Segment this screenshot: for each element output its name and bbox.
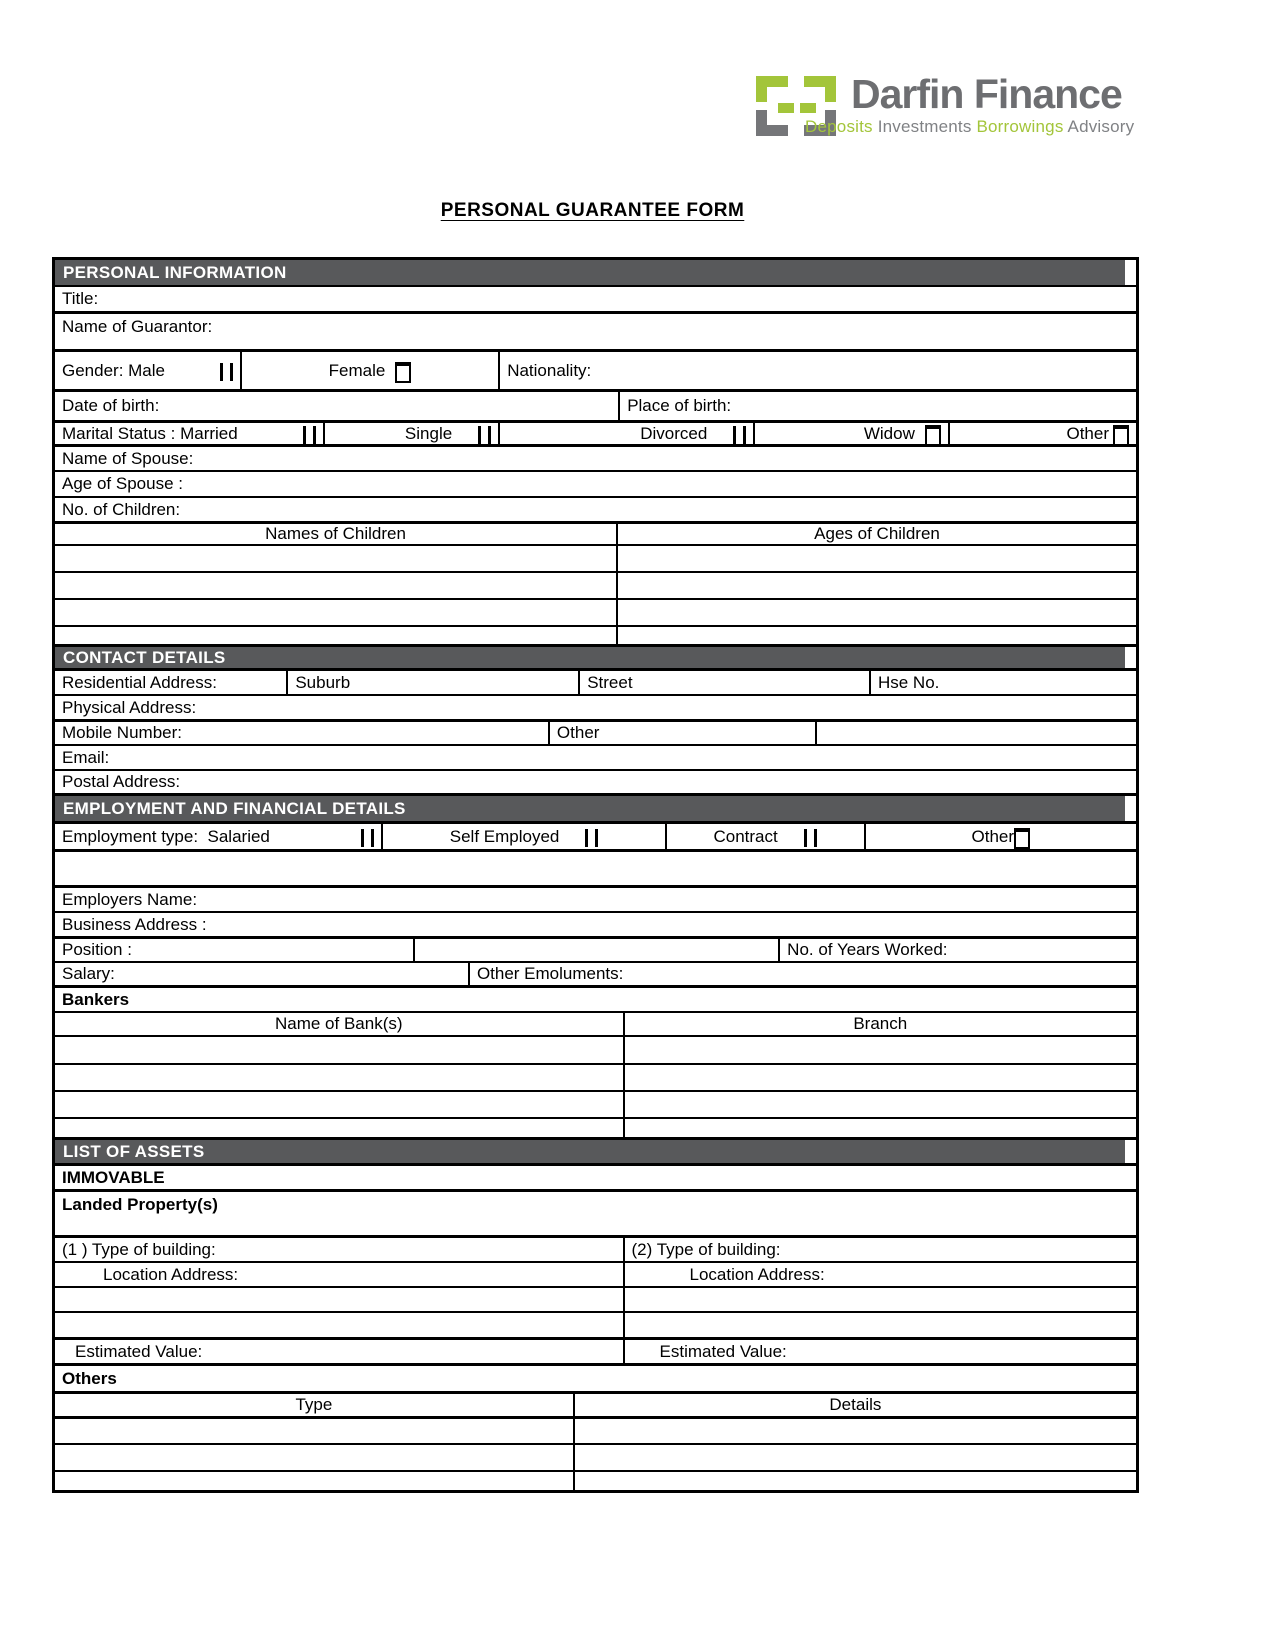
self-employed-label: Self Employed	[449, 826, 560, 846]
immovable-label: IMMOVABLE	[62, 1167, 165, 1187]
male-checkbox[interactable]	[220, 363, 233, 381]
salary-label: Salary:	[62, 964, 115, 983]
contract-checkbox[interactable]	[804, 829, 817, 847]
bank-header-row	[55, 1011, 1136, 1035]
building-type-2-field[interactable]	[623, 1238, 1136, 1261]
extra-number-field[interactable]	[815, 722, 1136, 744]
page-title-text: PERSONAL GUARANTEE FORM	[440, 200, 745, 221]
marital-divorced-field[interactable]	[498, 423, 753, 444]
location-address-2-field[interactable]	[623, 1263, 1136, 1286]
physical-address-field[interactable]	[55, 696, 1136, 719]
landed-property-label: Landed Property(s)	[62, 1195, 218, 1214]
location-address-2-extra-field[interactable]	[623, 1313, 1136, 1337]
children-row	[55, 625, 1136, 644]
employer-name-field[interactable]	[55, 888, 1136, 911]
spouse-name-label: Name of Spouse:	[62, 448, 194, 468]
email-row	[55, 744, 1136, 769]
employer-name-row	[55, 885, 1136, 911]
years-worked-label: No. of Years Worked:	[787, 940, 948, 959]
employment-blank-row	[55, 849, 1136, 885]
title-row	[55, 285, 1136, 311]
type-header	[55, 1394, 573, 1416]
bankers-cell	[55, 988, 1136, 1011]
self-employed-checkbox[interactable]	[585, 829, 598, 847]
employment-contract-field[interactable]	[665, 824, 864, 849]
others-label: Others	[62, 1368, 117, 1388]
other-asset-details-field[interactable]	[573, 1445, 1136, 1470]
tagline-deposits: Deposits	[805, 117, 873, 136]
physical-address-row	[55, 694, 1136, 719]
salaried-checkbox[interactable]	[361, 829, 374, 847]
personal-information-header-row	[55, 260, 1136, 285]
child-age-field[interactable]	[616, 600, 1136, 625]
title-label: Title:	[62, 289, 99, 308]
residential-address-row	[55, 668, 1136, 694]
mobile-number-label: Mobile Number:	[62, 723, 182, 742]
guarantee-form-table	[52, 257, 1139, 1493]
tagline-investments: Investments	[877, 117, 972, 136]
suburb-label: Suburb	[295, 672, 351, 692]
spouse-age-row	[55, 470, 1136, 496]
bank-row	[55, 1117, 1136, 1137]
mobile-number-row	[55, 719, 1136, 744]
estimated-value-1-field[interactable]	[55, 1340, 623, 1363]
position-row	[55, 936, 1136, 961]
gender-female-label: Female	[328, 360, 386, 380]
details-header-label: Details	[829, 1395, 882, 1414]
child-name-field[interactable]	[55, 627, 616, 644]
contact-details-header: CONTACT DETAILS	[55, 647, 1125, 668]
other-emoluments-field[interactable]	[468, 963, 1136, 985]
children-ages-header	[616, 524, 1136, 544]
postal-address-row	[55, 769, 1136, 793]
nationality-label: Nationality:	[507, 360, 592, 380]
child-name-field[interactable]	[55, 573, 616, 598]
employment-type-salaried-label: Employment type: Salaried	[62, 826, 270, 846]
gender-male-label: Gender: Male	[62, 360, 165, 380]
children-row	[55, 571, 1136, 598]
marital-status-row	[55, 420, 1136, 444]
position-field[interactable]	[55, 939, 413, 961]
marital-married-label: Marital Status : Married	[62, 423, 238, 443]
single-label: Single	[404, 423, 453, 443]
other-asset-type-field[interactable]	[55, 1445, 573, 1470]
guarantor-name-label: Name of Guarantor:	[62, 317, 213, 336]
place-of-birth-field[interactable]	[618, 392, 1136, 420]
birth-row	[55, 389, 1136, 420]
marital-other-field[interactable]	[948, 423, 1136, 444]
nationality-field[interactable]	[498, 352, 1136, 389]
other-asset-details-field[interactable]	[573, 1419, 1136, 1443]
estimated-value-2-label: Estimated Value:	[659, 1341, 787, 1361]
child-name-field[interactable]	[55, 600, 616, 625]
married-checkbox[interactable]	[303, 426, 316, 444]
bank-name-header	[55, 1013, 623, 1035]
gender-female-field[interactable]	[240, 352, 498, 389]
immovable-cell	[55, 1166, 1136, 1189]
physical-address-label: Physical Address:	[62, 697, 197, 717]
bank-name-field[interactable]	[55, 1065, 623, 1090]
gender-nationality-row	[55, 349, 1136, 389]
marital-single-field[interactable]	[323, 423, 498, 444]
brand-tagline	[805, 117, 1134, 137]
salary-field[interactable]	[55, 963, 468, 985]
others-item-row	[55, 1416, 1136, 1443]
suburb-field[interactable]	[286, 671, 578, 694]
spouse-name-row	[55, 444, 1136, 470]
child-age-field[interactable]	[616, 546, 1136, 571]
logo	[750, 72, 1134, 140]
bank-row	[55, 1063, 1136, 1090]
branch-field[interactable]	[623, 1037, 1136, 1063]
building-type-1-field[interactable]	[55, 1238, 623, 1261]
children-count-field[interactable]	[55, 498, 1136, 521]
other-emoluments-label: Other Emoluments:	[476, 964, 624, 983]
bank-name-header-label: Name of Bank(s)	[274, 1014, 403, 1033]
others-cell	[55, 1366, 1136, 1391]
list-of-assets-header-row	[55, 1137, 1136, 1163]
location-blank-row	[55, 1311, 1136, 1337]
children-count-label: No. of Children:	[62, 499, 181, 519]
guarantor-row	[55, 311, 1136, 349]
marital-married-field[interactable]	[55, 423, 323, 444]
immovable-row	[55, 1163, 1136, 1189]
children-row	[55, 598, 1136, 625]
details-header	[573, 1394, 1136, 1416]
street-label: Street	[587, 672, 633, 692]
bank-name-field[interactable]	[55, 1037, 623, 1063]
child-age-field[interactable]	[616, 627, 1136, 644]
children-row	[55, 544, 1136, 571]
divorced-label: Divorced	[640, 423, 708, 443]
location-address-2-extra-field[interactable]	[623, 1288, 1136, 1311]
mobile-number-field[interactable]	[55, 722, 548, 744]
employment-blank-field[interactable]	[55, 852, 1136, 885]
children-names-header	[55, 524, 616, 544]
employment-self-employed-field[interactable]	[381, 824, 664, 849]
employment-other-field[interactable]	[864, 824, 1136, 849]
location-blank-row	[55, 1286, 1136, 1311]
business-address-label: Business Address :	[62, 914, 207, 934]
bank-name-field[interactable]	[55, 1092, 623, 1117]
bank-row	[55, 1035, 1136, 1063]
bank-name-field[interactable]	[55, 1119, 623, 1137]
hse-no-label: Hse No.	[877, 672, 940, 692]
tagline-advisory: Advisory	[1067, 117, 1135, 136]
guarantor-name-field[interactable]	[55, 314, 1136, 349]
others-item-row	[55, 1443, 1136, 1470]
branch-field[interactable]	[623, 1065, 1136, 1090]
employment-header: EMPLOYMENT AND FINANCIAL DETAILS	[55, 796, 1125, 821]
building-type-row	[55, 1235, 1136, 1261]
employment-other-label: Other	[971, 826, 1015, 846]
list-of-assets-header: LIST OF ASSETS	[55, 1140, 1125, 1163]
contact-details-header-row	[55, 644, 1136, 668]
position-label: Position :	[62, 940, 132, 959]
others-row	[55, 1363, 1136, 1391]
title-field[interactable]	[55, 287, 1136, 311]
gender-male-field[interactable]	[55, 352, 240, 389]
children-ages-header-label: Ages of Children	[814, 524, 940, 543]
place-of-birth-label: Place of birth:	[627, 396, 732, 415]
estimated-value-2-field[interactable]	[623, 1340, 1136, 1363]
employment-salaried-field[interactable]	[55, 824, 381, 849]
other-number-field[interactable]	[548, 722, 815, 744]
postal-address-label: Postal Address:	[62, 772, 181, 791]
personal-information-header: PERSONAL INFORMATION	[55, 260, 1125, 285]
employer-name-label: Employers Name:	[62, 889, 198, 909]
building-type-2-label: (2) Type of building:	[631, 1239, 781, 1259]
marital-other-checkbox[interactable]	[1113, 425, 1129, 444]
others-item-row	[55, 1470, 1136, 1490]
residential-address-label-cell	[55, 671, 286, 694]
building-type-1-label: (1 ) Type of building:	[62, 1239, 216, 1259]
page-title	[52, 200, 1133, 222]
location-address-1-extra-field[interactable]	[55, 1288, 623, 1311]
bank-row	[55, 1090, 1136, 1117]
bankers-label: Bankers	[62, 989, 130, 1009]
divorced-checkbox[interactable]	[733, 426, 746, 444]
location-address-2-label: Location Address:	[689, 1264, 825, 1284]
spouse-name-field[interactable]	[55, 447, 1136, 470]
employment-type-row	[55, 821, 1136, 849]
email-field[interactable]	[55, 746, 1136, 769]
postal-address-field[interactable]	[55, 771, 1136, 793]
landed-property-row	[55, 1189, 1136, 1235]
email-label: Email:	[62, 747, 110, 767]
other-asset-type-field[interactable]	[55, 1472, 573, 1490]
children-header-row	[55, 521, 1136, 544]
other-asset-details-field[interactable]	[573, 1472, 1136, 1490]
children-names-header-label: Names of Children	[265, 524, 406, 543]
hse-no-field[interactable]	[869, 671, 1136, 694]
contract-label: Contract	[713, 826, 778, 846]
employment-other-checkbox[interactable]	[1014, 828, 1030, 849]
child-name-field[interactable]	[55, 546, 616, 571]
location-address-1-extra-field[interactable]	[55, 1313, 623, 1337]
widow-label: Widow	[863, 423, 915, 443]
others-header-row	[55, 1391, 1136, 1416]
branch-field[interactable]	[623, 1119, 1136, 1137]
child-age-field[interactable]	[616, 573, 1136, 598]
branch-header	[623, 1013, 1136, 1035]
years-worked-field[interactable]	[778, 939, 1136, 961]
bankers-row	[55, 985, 1136, 1011]
children-count-row	[55, 496, 1136, 521]
salary-row	[55, 961, 1136, 985]
business-address-row	[55, 911, 1136, 936]
widow-checkbox[interactable]	[925, 425, 941, 444]
landed-property-cell	[55, 1192, 1136, 1235]
type-header-label: Type	[295, 1395, 333, 1414]
tagline-borrowings: Borrowings	[976, 117, 1064, 136]
spouse-age-field[interactable]	[55, 472, 1136, 496]
branch-header-label: Branch	[853, 1014, 908, 1033]
other-asset-type-field[interactable]	[55, 1419, 573, 1443]
spouse-age-label: Age of Spouse :	[62, 474, 183, 493]
location-address-row	[55, 1261, 1136, 1286]
street-field[interactable]	[578, 671, 869, 694]
marital-other-label: Other	[1066, 423, 1109, 443]
employment-header-row	[55, 793, 1136, 821]
single-checkbox[interactable]	[478, 426, 491, 444]
position-extra-field[interactable]	[413, 939, 778, 961]
brand-name: Darfin Finance	[851, 71, 1122, 117]
female-checkbox[interactable]	[395, 362, 411, 383]
location-address-1-label: Location Address:	[103, 1264, 239, 1284]
other-number-label: Other	[556, 723, 600, 742]
residential-address-label: Residential Address:	[62, 672, 217, 692]
marital-widow-field[interactable]	[753, 423, 948, 444]
date-of-birth-field[interactable]	[55, 392, 618, 420]
branch-field[interactable]	[623, 1092, 1136, 1117]
estimated-value-1-label: Estimated Value:	[75, 1341, 203, 1361]
estimated-value-row	[55, 1337, 1136, 1363]
location-address-1-field[interactable]	[55, 1263, 623, 1286]
business-address-field[interactable]	[55, 913, 1136, 936]
date-of-birth-label: Date of birth:	[62, 396, 160, 415]
